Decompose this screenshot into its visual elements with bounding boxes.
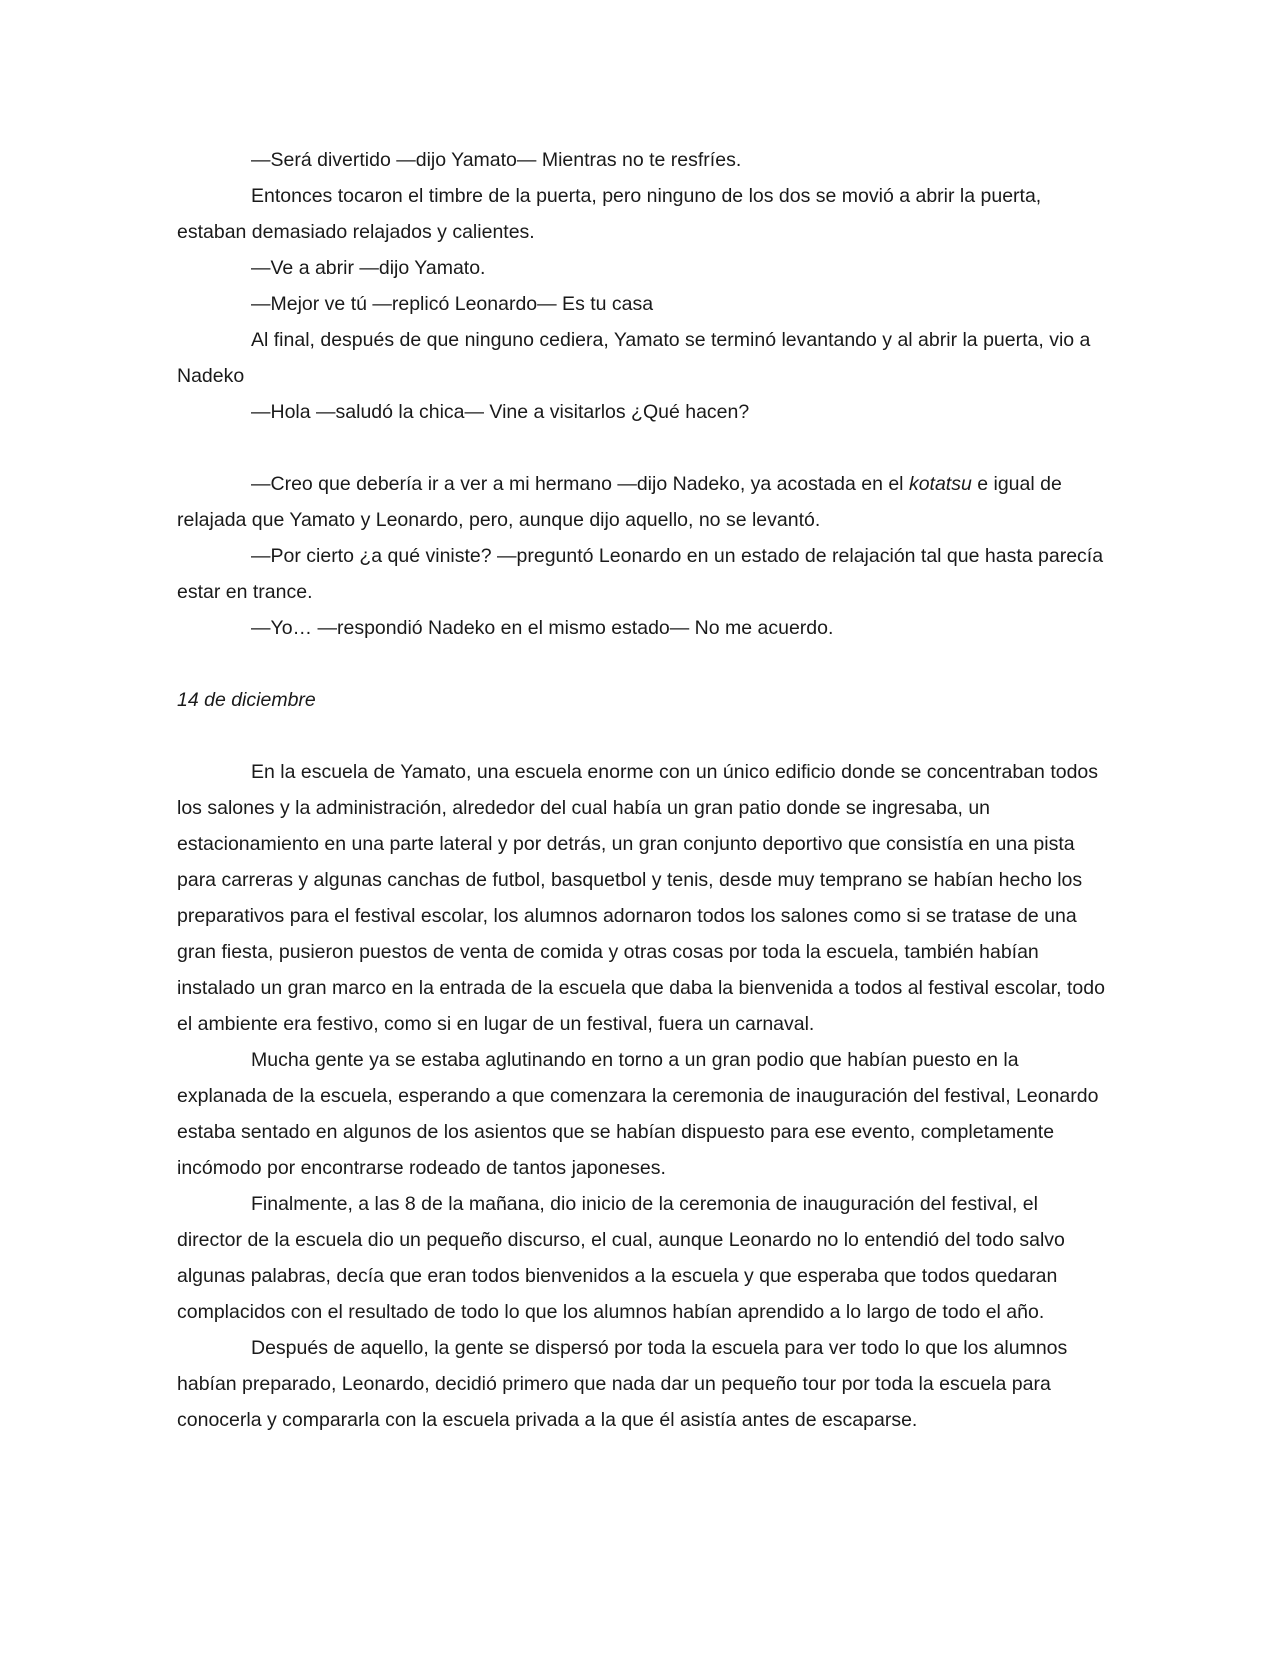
paragraph: Al final, después de que ninguno cediera, Yamato se terminó levantando y al abrir la puerta, vio a Nadeko: [177, 329, 1091, 387]
paragraph: —Hola —saludó la chica— Vine a visitarlos ¿Qué hacen?: [251, 401, 750, 423]
paragraph: —Yo… —respondió Nadeko en el mismo estado— No me acuerdo.: [251, 617, 834, 639]
text-run: —Creo que debería ir a ver a mi hermano —dijo Nadeko, ya acostada en el: [251, 473, 909, 495]
paragraph: En la escuela de Yamato, una escuela enorme con un único edificio donde se concentraban todos los salones y la administración, alrededor del cual había un gran patio donde se ingresaba, un estacionamiento en una parte lateral y por detrás, un gran conjunto deportivo que consistía en una pista para carreras y algunas canchas de futbol, basquetbol y tenis, desde muy temprano se habían hecho los preparativos para el festival escolar, los alumnos adornaron todos los salones como si se tratase de una gran fiesta, pusieron puestos de venta de comida y otras cosas por toda la escuela, también habían instalado un gran marco en la entrada de la escuela que daba la bienvenida a todos al festival escolar, todo el ambiente era festivo, como si en lugar de un festival, fuera un carnaval.: [177, 761, 1105, 1035]
blank-line: [177, 646, 1107, 682]
blank-line: [177, 718, 1107, 754]
paragraph: Entonces tocaron el timbre de la puerta, pero ninguno de los dos se movió a abrir la puerta, estaban demasiado relajados y calientes.: [177, 185, 1042, 243]
paragraph: —Será divertido —dijo Yamato— Mientras no te resfríes.: [251, 149, 742, 171]
paragraph: —Mejor ve tú —replicó Leonardo— Es tu casa: [251, 293, 654, 315]
blank-line: [177, 430, 1107, 466]
text-run: e igual de relajada que Yamato y Leonardo, pero, aunque dijo aquello, no se levantó.: [177, 473, 1062, 531]
paragraph: —Ve a abrir —dijo Yamato.: [251, 257, 486, 279]
italic-term: kotatsu: [908, 473, 972, 495]
paragraph: [177, 466, 1107, 538]
section-date-heading: 14 de diciembre: [177, 689, 316, 711]
document-page: [177, 142, 1107, 1438]
paragraph: Finalmente, a las 8 de la mañana, dio inicio de la ceremonia de inauguración del festival, el director de la escuela dio un pequeño discurso, el cual, aunque Leonardo no lo entendió del todo salvo algunas palabras, decía que eran todos bienvenidos a la escuela y que esperaba que todos quedaran complacidos con el resultado de todo lo que los alumnos habían aprendido a lo largo de todo el año.: [177, 1193, 1065, 1323]
paragraph: Mucha gente ya se estaba aglutinando en torno a un gran podio que habían puesto en la explanada de la escuela, esperando a que comenzara la ceremonia de inauguración del festival, Leonardo estaba sentado en algunos de los asientos que se habían dispuesto para ese evento, completamente incómodo por encontrarse rodeado de tantos japoneses.: [177, 1049, 1099, 1179]
paragraph: Después de aquello, la gente se dispersó por toda la escuela para ver todo lo que los alumnos habían preparado, Leonardo, decidió primero que nada dar un pequeño tour por toda la escuela para conocerla y compararla con la escuela privada a la que él asistía antes de escaparse.: [177, 1337, 1068, 1431]
paragraph: —Por cierto ¿a qué viniste? —preguntó Leonardo en un estado de relajación tal que hasta parecía estar en trance.: [177, 545, 1104, 603]
